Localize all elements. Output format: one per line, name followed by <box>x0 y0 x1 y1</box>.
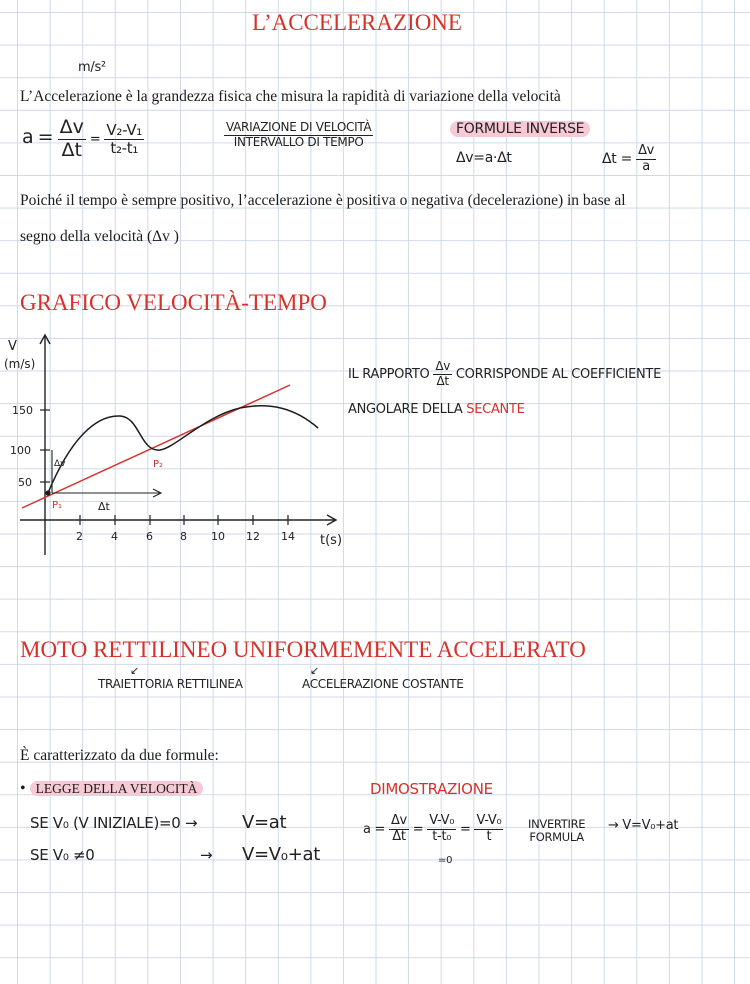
y-tick-label-100: 100 <box>10 444 31 457</box>
point-p2-label: P₂ <box>153 459 164 470</box>
x-tick-label-6: 6 <box>146 530 153 543</box>
inverse-dt-num: Δv <box>638 143 655 158</box>
demo-frac2-den: t-t₀ <box>432 828 452 844</box>
x-tick-label-2: 2 <box>76 530 83 543</box>
point-p1-label: P₁ <box>52 500 63 511</box>
demo-frac3 <box>474 814 503 845</box>
y-tick-label-50: 50 <box>18 476 32 489</box>
bullet-legge-velocita <box>20 780 203 798</box>
y-tick-label-150: 150 <box>12 404 33 417</box>
formula-fraction-delta <box>58 117 86 162</box>
inverse-formula-dv: Δv=a·Δt <box>456 150 512 166</box>
demo-frac1 <box>389 814 409 845</box>
graph-note-line2 <box>348 402 525 417</box>
delta-t-label: Δt <box>98 500 110 513</box>
x-tick-label-8: 8 <box>180 530 187 543</box>
characterization-text: È caratterizzato da due formule: <box>20 747 219 764</box>
graph-note-fraction <box>433 360 452 389</box>
formula-line2-arrow: → <box>200 846 213 864</box>
formula-line1-left: SE V₀ (V INIZIALE)=0 → <box>30 814 198 832</box>
demo-frac3-num: V-V₀ <box>476 813 502 828</box>
bullet-label: LEGGE DELLA VELOCITÀ <box>30 781 204 796</box>
sign-text-line1: Poiché il tempo è sempre positivo, l’accelerazione è positiva o negativa (decelerazione) in base al <box>20 192 626 209</box>
inverse-dt-fraction <box>636 144 656 175</box>
moto-arrow-2-icon: ↙ <box>310 664 319 677</box>
demo-frac2 <box>427 814 456 845</box>
graph-note-den: Δt <box>436 373 449 388</box>
inverse-dt-den: a <box>642 158 650 174</box>
graph-note-post: CORRISPONDE AL COEFFICIENTE <box>455 366 661 382</box>
inverse-formulas-label: FORMULE INVERSE <box>450 121 590 137</box>
page-title: L’ACCELERAZIONE <box>252 10 462 35</box>
formula-frac1-den: Δt <box>61 138 82 161</box>
formula-fraction-points <box>104 122 144 158</box>
x-axis-label: t(s) <box>320 533 343 548</box>
demo-result: → V=V₀+at <box>608 818 679 833</box>
demo-a: a = <box>363 821 386 837</box>
formula-explanation <box>224 121 373 150</box>
velocity-curve <box>48 406 318 493</box>
secant-line <box>22 385 290 508</box>
demo-frac3-den: t <box>486 828 492 844</box>
y-axis-label: V <box>8 339 17 354</box>
point-p1 <box>45 490 50 495</box>
formula-frac1-num: Δv <box>59 116 84 138</box>
y-axis-unit: (m/s) <box>4 357 36 371</box>
moto-annotation-trajectory: TRAIETTORIA RETTILINEA <box>98 677 243 691</box>
formula-a: a <box>22 126 34 149</box>
x-tick-label-12: 12 <box>246 530 260 543</box>
graph-note-pre: IL RAPPORTO <box>348 366 430 382</box>
formula-line2-right: V=V₀+at <box>242 844 320 865</box>
demo-invert-2: FORMULA <box>529 830 584 845</box>
graph-title: GRAFICO VELOCITÀ-TEMPO <box>20 290 327 315</box>
demo-frac1-num: Δv <box>390 813 407 828</box>
moto-title: MOTO RETTILINEO UNIFORMEMENTE ACCELERATO <box>20 637 586 662</box>
graph-note-line1 <box>348 360 661 389</box>
inverse-formula-dt <box>602 144 656 175</box>
moto-arrow-1-icon: ↙ <box>130 664 139 677</box>
explain-numerator: VARIAZIONE DI VELOCITÀ <box>226 120 372 134</box>
moto-annotation-acceleration: ACCELERAZIONE COSTANTE <box>302 677 464 691</box>
definition-text: L’Accelerazione è la grandezza fisica che misura la rapidità di variazione della velocità <box>20 88 561 105</box>
formula-equals: = <box>37 126 54 149</box>
sign-text-line2: segno della velocità (Δv ) <box>20 228 179 245</box>
formula-line1-right: V=at <box>242 812 287 833</box>
demo-equation: a = $\frac{\Delta v}{\Delta t}$ = $\frac{\text{V-V₀}}{\text{t-t₀}}$ = $\frac{\text{V-V₀}}{t}$ <box>363 813 502 844</box>
formula-frac2-den: t₂-t₁ <box>110 138 139 157</box>
demo-title: DIMOSTRAZIONE <box>370 780 493 798</box>
x-tick-label-4: 4 <box>111 530 118 543</box>
explain-denominator: INTERVALLO DI TEMPO <box>233 134 364 149</box>
x-tick-label-14: 14 <box>281 530 295 543</box>
formula-equals-2: = <box>89 132 101 148</box>
bullet-dot-icon: • <box>20 780 26 797</box>
demo-invert-1: INVERTIRE <box>528 817 586 831</box>
demo-invert-note <box>528 818 585 844</box>
velocity-time-graph <box>0 330 370 560</box>
demo-frac1-den: Δt <box>392 828 406 844</box>
demo-frac2-num: V-V₀ <box>429 813 455 828</box>
delta-v-label: Δv <box>54 459 66 469</box>
graph-note-secant: SECANTE <box>466 402 525 417</box>
acceleration-formula <box>22 117 144 162</box>
unit-annotation: m/s² <box>78 60 106 75</box>
graph-note-num: Δv <box>435 359 451 373</box>
formula-line2-left: SE V₀ ≠0 <box>30 846 95 864</box>
x-tick-label-10: 10 <box>211 530 225 543</box>
graph-note-line2-text: ANGOLARE DELLA <box>348 402 463 417</box>
formula-frac2-num: V₂-V₁ <box>106 120 143 139</box>
inverse-dt-lhs: Δt = <box>602 151 633 168</box>
demo-zero-note: =0 <box>438 855 453 866</box>
